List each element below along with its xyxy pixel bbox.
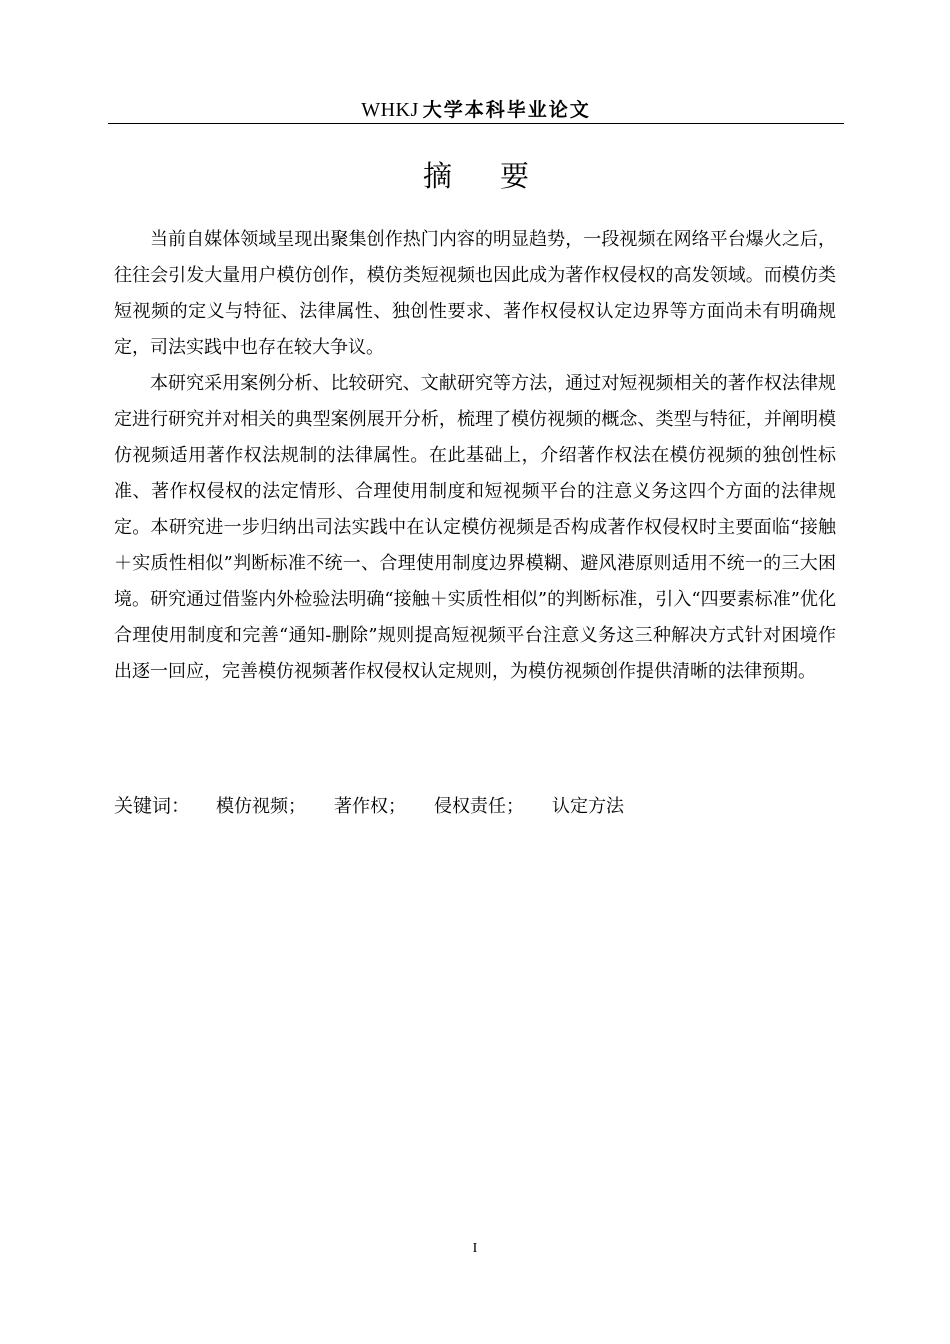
abstract-paragraph: 本研究采用案例分析、比较研究、文献研究等方法，通过对短视频相关的著作权法律规定进行研究并对相关的典型案例展开分析，梳理了模仿视频的概念、类型与特征，并阐明模仿视频适用著作权法规制的法律属性。在此基础上，介绍著作权法在模仿视频的独创性标准、著作权侵权的法定情形、合理使用制度和短视频平台的注意义务这四个方面的法律规定。本研究进一步归纳出司法实践中在认定模仿视频是否构成著作权侵权时主要面临“接触＋实质性相似”判断标准不统一、合理使用制度边界模糊、避风港原则适用不统一的三大困境。研究通过借鉴内外检验法明确“接触＋实质性相似”的判断标准，引入“四要素标准”优化合理使用制度和完善“通知-删除”规则提高短视频平台注意义务这三种解决方式针对困境作出逐一回应，完善模仿视频著作权侵权认定规则，为模仿视频创作提供清晰的法律预期。 xyxy=(114,373,836,682)
keyword-item: 模仿视频； xyxy=(216,796,307,817)
keyword-item: 侵权责任； xyxy=(434,796,525,817)
keywords-label: 关键词： xyxy=(114,795,191,817)
abstract-title: 摘要 xyxy=(422,159,577,193)
header-divider xyxy=(108,123,844,124)
running-header xyxy=(108,96,844,124)
header-thesis-type: 大学本科毕业论文 xyxy=(422,99,591,121)
abstract-body xyxy=(114,222,836,690)
header-institution-code: WHKJ xyxy=(361,99,419,121)
page-number: I xyxy=(472,1241,478,1256)
keyword-item: 著作权； xyxy=(334,796,407,817)
keywords-line xyxy=(114,788,836,825)
abstract-paragraph: 当前自媒体领域呈现出聚集创作热门内容的明显趋势，一段视频在网络平台爆火之后，往往会引发大量用户模仿创作，模仿类短视频也因此成为著作权侵权的高发领域。而模仿类短视频的定义与特征、法律属性、独创性要求、著作权侵权认定边界等方面尚未有明确规定，司法实践中也存在较大争议。 xyxy=(114,229,836,358)
keyword-item: 认定方法 xyxy=(552,796,625,817)
